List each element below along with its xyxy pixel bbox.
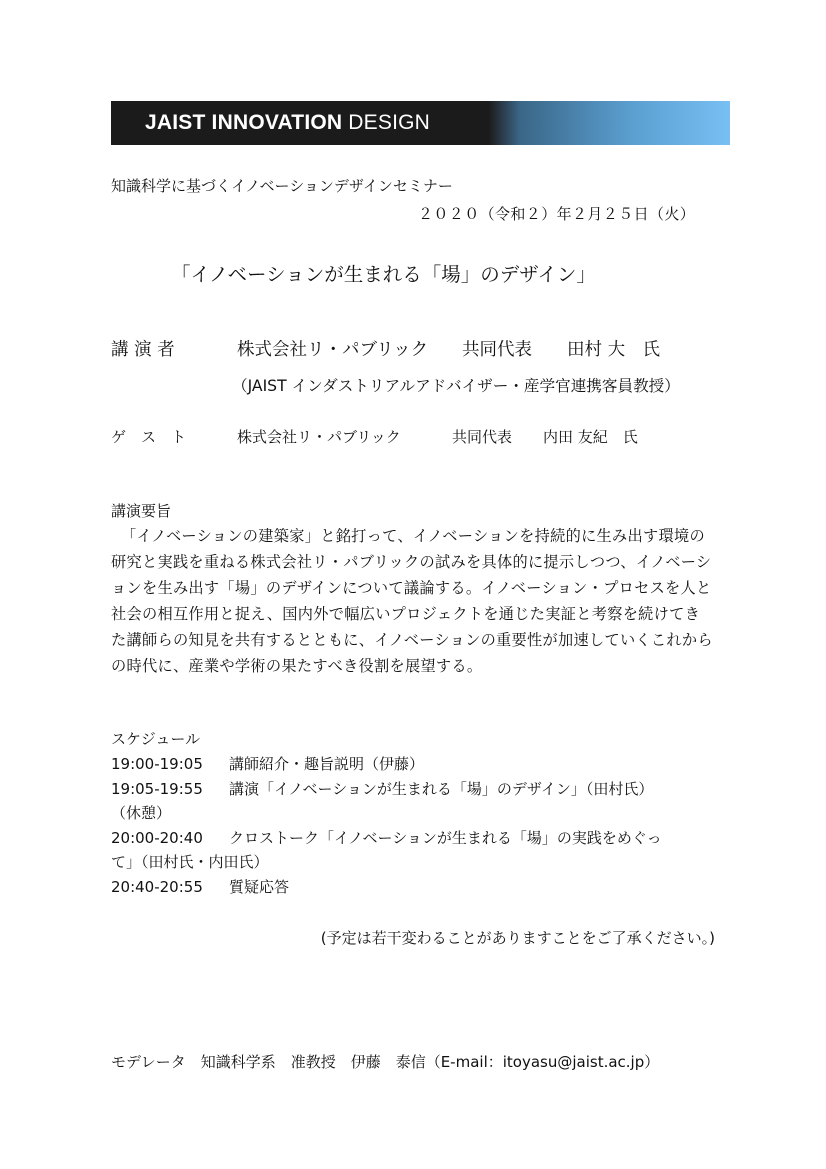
schedule-time: 20:40-20:55: [111, 878, 203, 896]
seminar-title: 「イノベーションが生まれる「場」のデザイン」: [171, 263, 596, 286]
speaker-label: 講 演 者: [111, 340, 175, 360]
schedule-text: 講演「イノベーションが生まれる「場」のデザイン」（田村氏）: [229, 780, 654, 798]
guest-label: ゲ ス ト: [111, 428, 187, 446]
abstract-body: 「イノベーションの建築家」と銘打って、イノベーションを持続的に生み出す環境の研究と実践を重ねる株式会社リ・パブリックの試みを具体的に提示しつつ、イノベーションを生み出す「場」のデザインについて議論する。イノベーション・プロセスを人と社会の相互作用と捉え、国内外で幅広いプロジェクトを通じた実証と考察を続けてきた講師らの知見を共有するとともに、イノベーションの重要性が加速していくこれからの時代に、産業や学術の果たすべき役割を展望する。: [111, 527, 713, 675]
schedule-heading: スケジュール: [111, 730, 201, 748]
event-date: ２０２０（令和２）年２月２５日（火）: [418, 205, 696, 223]
schedule-time: 19:05-19:55: [111, 780, 203, 798]
schedule-text: （休憩）: [111, 804, 172, 822]
speaker-note: （JAIST インダストリアルアドバイザー・産学官連携客員教授）: [232, 377, 680, 395]
schedule-text: クロストーク「イノベーションが生まれる「場」の実践をめぐっ: [229, 829, 662, 847]
speaker-company: 株式会社リ・パブリック: [237, 340, 429, 360]
seminar-subtitle: 知識科学に基づくイノベーションデザインセミナー: [111, 177, 453, 195]
speaker-name: 田村 大 氏: [567, 340, 661, 360]
schedule-text: 講師紹介・趣旨説明（伊藤）: [229, 755, 425, 773]
speaker-role: 共同代表: [462, 340, 532, 360]
schedule-text: 質疑応答: [229, 878, 290, 896]
guest-company: 株式会社リ・パブリック: [237, 428, 401, 446]
schedule-time: 20:00-20:40: [111, 829, 203, 847]
abstract-heading: 講演要旨: [111, 502, 172, 520]
schedule-notice: (予定は若干変わることがありますことをご了承ください。): [320, 929, 715, 947]
banner-logo-text: JAIST INNOVATION DESIGN: [145, 111, 431, 134]
guest-name: 内田 友紀 氏: [543, 428, 638, 446]
schedule-time: 19:00-19:05: [111, 755, 203, 773]
moderator-info: モデレータ 知識科学系 准教授 伊藤 泰信（E-mail：itoyasu@jaist.ac.jp）: [111, 1053, 660, 1071]
schedule-text: て」（田村氏・内田氏）: [111, 853, 269, 871]
guest-role: 共同代表: [452, 428, 513, 446]
header-banner: [111, 101, 730, 145]
